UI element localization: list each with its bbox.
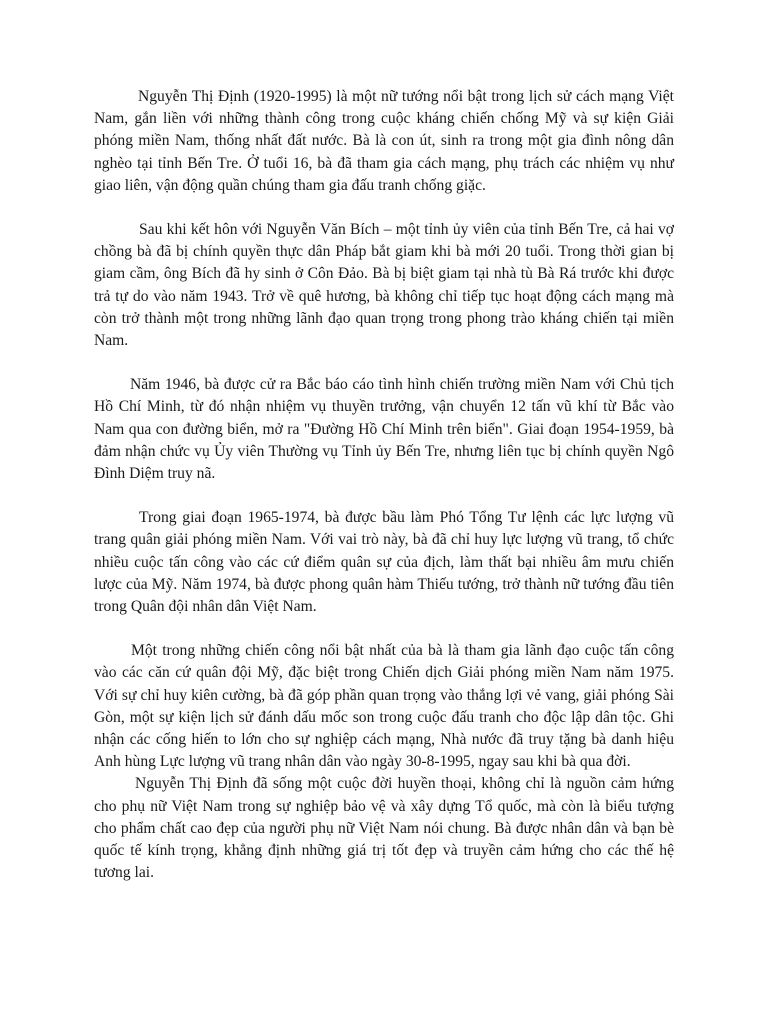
paragraph-3: Năm 1946, bà được cử ra Bắc báo cáo tình hình chiến trường miền Nam với Chủ tịch Hồ Chí Minh, từ đó nhận nhiệm vụ thuyền trưởng, vận chuyển 12 tấn vũ khí từ Bắc vào Nam qua con đường biển, mở ra "Đường Hồ Chí Minh trên biển". Giai đoạn 1954-1959, bà đảm nhận chức vụ Ủy viên Thường vụ Tỉnh ủy Bến Tre, nhưng liên tục bị chính quyền Ngô Đình Diệm truy nã. (94, 376, 674, 483)
paragraph-6: Nguyễn Thị Định đã sống một cuộc đời huyền thoại, không chỉ là nguồn cảm hứng cho phụ nữ Việt Nam trong sự nghiệp bảo vệ và xây dựng Tổ quốc, mà còn là biểu tượng cho phẩm chất cao đẹp của người phụ nữ Việt Nam nói chung. Bà được nhân dân và bạn bè quốc tế kính trọng, khẳng định những giá trị tốt đẹp và truyền cảm hứng cho các thế hệ tương lai. (94, 775, 674, 882)
paragraph-2: Sau khi kết hôn với Nguyễn Văn Bích – một tỉnh ủy viên của tỉnh Bến Tre, cả hai vợ chồng bà đã bị chính quyền thực dân Pháp bắt giam khi bà mới 20 tuổi. Trong thời gian bị giam cầm, ông Bích đã hy sinh ở Côn Đảo. Bà bị biệt giam tại nhà tù Bà Rá trước khi được trả tự do vào năm 1943. Trở về quê hương, bà không chỉ tiếp tục hoạt động cách mạng mà còn trở thành một trong những lãnh đạo quan trọng trong phong trào kháng chiến tại miền Nam. (94, 221, 674, 350)
paragraph-1: Nguyễn Thị Định (1920-1995) là một nữ tướng nổi bật trong lịch sử cách mạng Việt Nam, gắn liền với những thành công trong cuộc kháng chiến chống Mỹ và sự kiện Giải phóng miền Nam, thống nhất đất nước. Bà là con út, sinh ra trong một gia đình nông dân nghèo tại tỉnh Bến Tre. Ở tuổi 16, bà đã tham gia cách mạng, phụ trách các nhiệm vụ như giao liên, vận động quần chúng tham gia đấu tranh chống giặc. (94, 88, 674, 194)
paragraph-4: Trong giai đoạn 1965-1974, bà được bầu làm Phó Tổng Tư lệnh các lực lượng vũ trang quân giải phóng miền Nam. Với vai trò này, bà đã chỉ huy lực lượng vũ trang, tổ chức nhiều cuộc tấn công vào các cứ điểm quân sự của địch, làm thất bại nhiều âm mưu chiến lược của Mỹ. Năm 1974, bà được phong quân hàm Thiếu tướng, trở thành nữ tướng đầu tiên trong Quân đội nhân dân Việt Nam. (94, 509, 674, 616)
paragraph-5: Một trong những chiến công nổi bật nhất của bà là tham gia lãnh đạo cuộc tấn công vào các căn cứ quân đội Mỹ, đặc biệt trong Chiến dịch Giải phóng miền Nam năm 1975. Với sự chỉ huy kiên cường, bà đã góp phần quan trọng vào thắng lợi vẻ vang, giải phóng Sài Gòn, một sự kiện lịch sử đánh dấu mốc son trong cuộc đấu tranh cho độc lập dân tộc. Ghi nhận các cống hiến to lớn cho sự nghiệp cách mạng, Nhà nước đã truy tặng bà danh hiệu Anh hùng Lực lượng vũ trang nhân dân vào ngày 30-8-1995, ngay sau khi bà qua đời. (94, 642, 674, 771)
document-body (94, 86, 674, 885)
